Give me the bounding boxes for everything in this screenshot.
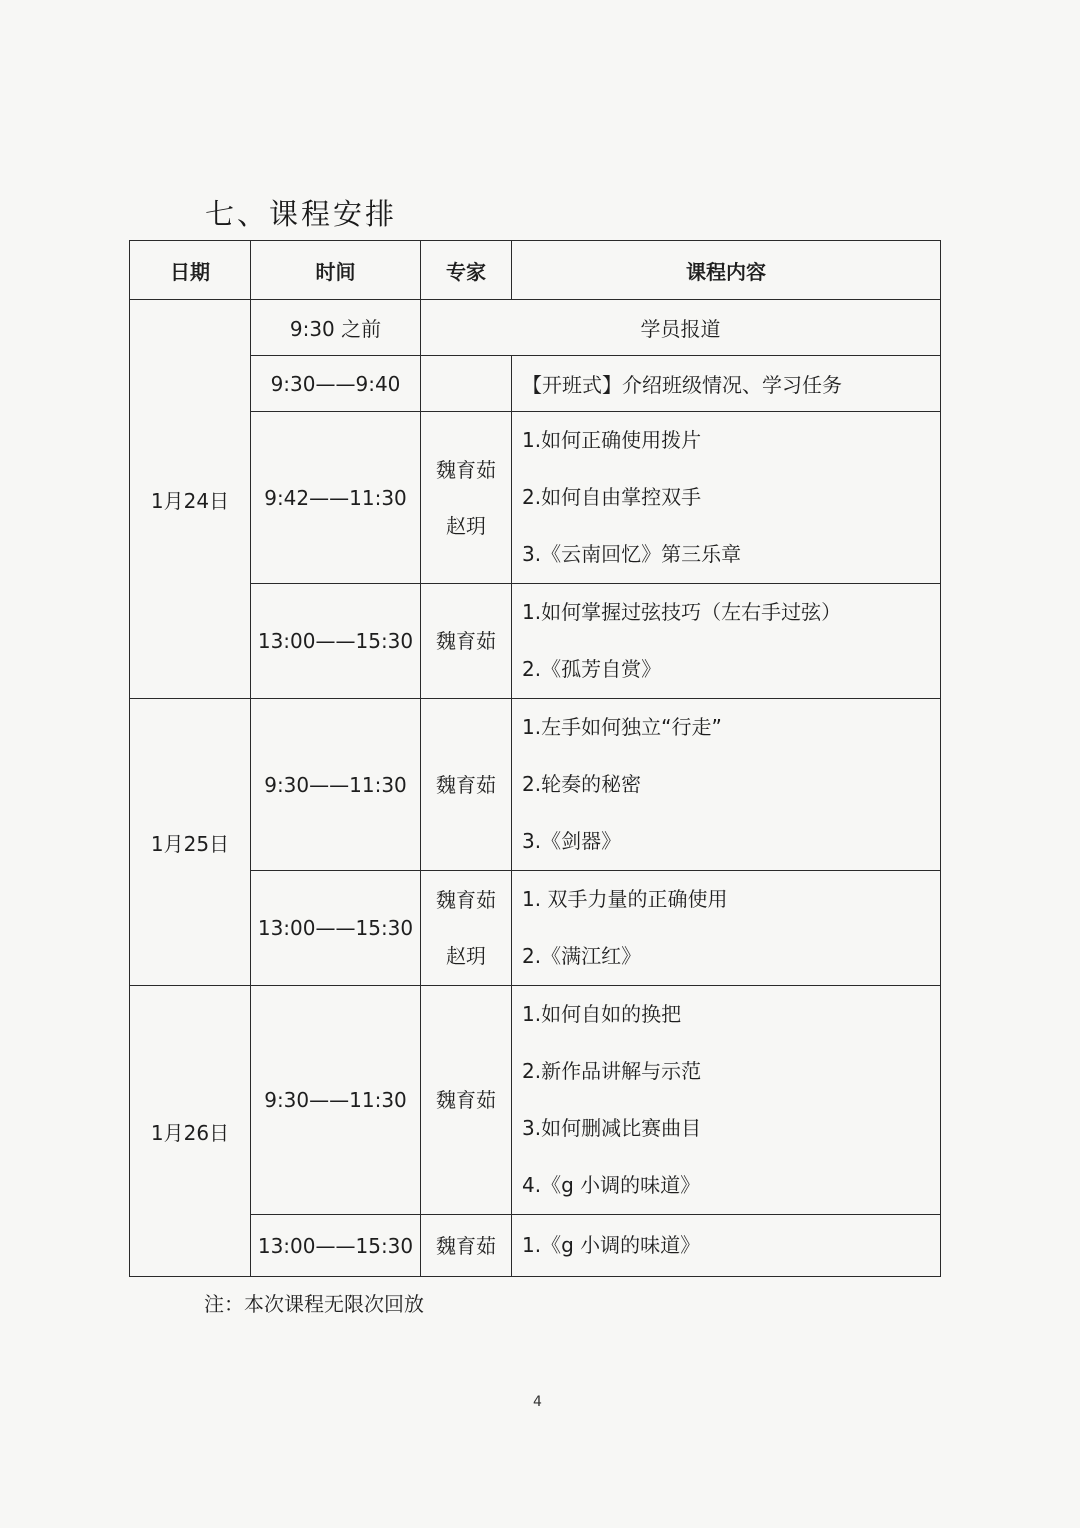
expert-cell (421, 986, 512, 1215)
course-item: 2.轮奏的秘密 (522, 772, 642, 796)
course-item: 1. 双手力量的正确使用 (522, 887, 728, 911)
content-cell (512, 986, 941, 1215)
expert-cell (421, 356, 512, 412)
section-title: 七、课程安排 (205, 197, 398, 231)
course-item: 1.如何自如的换把 (522, 1002, 682, 1026)
time-cell: 9:30——9:40 (251, 356, 421, 412)
content-cell: 【开班式】介绍班级情况、学习任务 (512, 356, 941, 412)
header-content: 课程内容 (512, 241, 941, 300)
course-item: 3.《剑器》 (522, 829, 622, 853)
time-cell: 9:42——11:30 (251, 412, 421, 584)
page-number: 4 (533, 1394, 542, 1410)
content-cell (512, 699, 941, 871)
time-cell: 9:30——11:30 (251, 699, 421, 871)
course-item: 1.《g 小调的味道》 (522, 1233, 701, 1257)
table-row (130, 1215, 941, 1277)
expert-name: 魏育茹 (436, 457, 496, 482)
content-cell (512, 1215, 941, 1277)
course-item: 1.如何正确使用拨片 (522, 428, 702, 452)
table-row (130, 300, 941, 356)
table-row (130, 412, 941, 584)
footnote: 注：本次课程无限次回放 (204, 1292, 424, 1316)
table-row (130, 871, 941, 986)
course-item: 1.左手如何独立“行走” (522, 715, 722, 739)
content-cell (512, 584, 941, 699)
expert-name: 魏育茹 (436, 629, 496, 653)
course-item: 2.《满江红》 (522, 944, 642, 968)
course-item: 2.新作品讲解与示范 (522, 1059, 702, 1083)
date-cell: 1月25日 (130, 699, 251, 986)
table-row (130, 356, 941, 412)
expert-name: 魏育茹 (436, 1233, 496, 1258)
header-date: 日期 (130, 241, 251, 300)
date-cell: 1月24日 (130, 300, 251, 699)
content-cell (512, 412, 941, 584)
time-cell: 13:00——15:30 (251, 1215, 421, 1277)
expert-name: 魏育茹 (436, 1088, 496, 1112)
expert-cell (421, 584, 512, 699)
expert-name: 魏育茹 (436, 772, 496, 797)
header-expert: 专家 (421, 241, 512, 300)
table-header-row (130, 241, 941, 300)
course-item: 1.如何掌握过弦技巧（左右手过弦） (522, 600, 842, 624)
time-cell: 13:00——15:30 (251, 871, 421, 986)
time-cell: 13:00——15:30 (251, 584, 421, 699)
date-cell: 1月26日 (130, 986, 251, 1277)
course-item: 2.《孤芳自赏》 (522, 657, 662, 681)
table-row (130, 986, 941, 1215)
table-row (130, 699, 941, 871)
expert-cell (421, 412, 512, 584)
expert-cell (421, 699, 512, 871)
schedule-table (129, 240, 941, 1277)
expert-cell (421, 871, 512, 986)
time-cell: 9:30——11:30 (251, 986, 421, 1215)
course-item: 4.《g 小调的味道》 (522, 1173, 701, 1197)
time-cell: 9:30 之前 (251, 300, 421, 356)
expert-name: 魏育茹 (436, 888, 496, 912)
course-item: 2.如何自由掌控双手 (522, 485, 702, 509)
expert-name: 赵玥 (446, 944, 486, 968)
course-item: 3.如何删减比赛曲目 (522, 1116, 702, 1140)
expert-name: 赵玥 (446, 513, 486, 538)
header-time: 时间 (251, 241, 421, 300)
course-item: 3.《云南回忆》第三乐章 (522, 542, 742, 566)
expert-cell (421, 1215, 512, 1277)
table-row (130, 584, 941, 699)
content-cell: 学员报道 (421, 300, 941, 356)
content-cell (512, 871, 941, 986)
